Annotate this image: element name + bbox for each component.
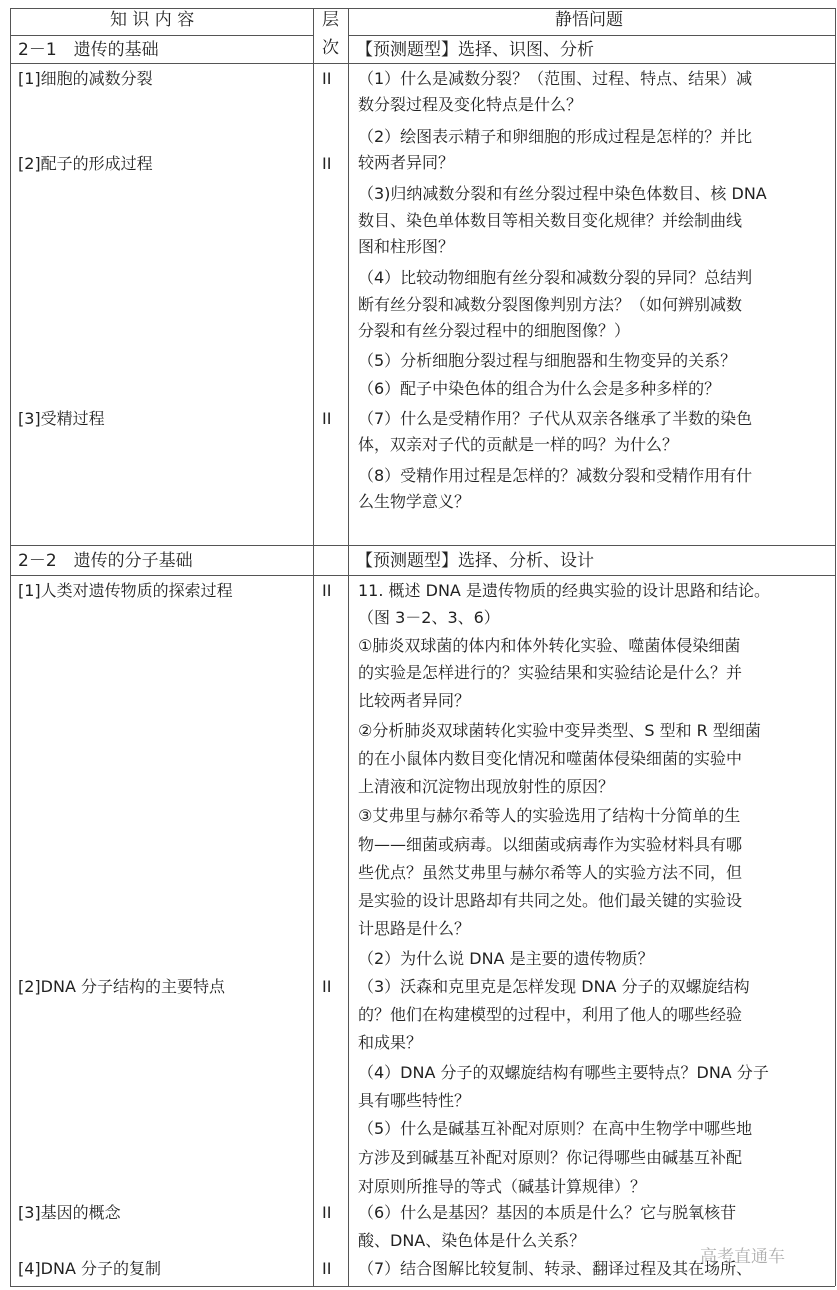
question-line: 的在小鼠体内数目变化情况和噬菌体侵染细菌的实验中 [358, 749, 743, 768]
question-line: 对原则所推导的等式（碱基计算规律）？ [358, 1177, 647, 1196]
question-line: ③艾弗里与赫尔希等人的实验选用了结构十分简单的生 [358, 806, 741, 825]
divider [10, 575, 835, 576]
knowledge-item: [2]配子的形成过程 [18, 154, 153, 173]
question-line: （6）配子中染色体的组合为什么会是多种多样的？ [358, 379, 721, 398]
level-value: II [322, 1203, 332, 1222]
question-line: 图和柱形图？ [358, 237, 455, 256]
header-level-a: 层 [322, 10, 339, 30]
question-line: 些优点？虽然艾弗里与赫尔希等人的实验方法不同，但 [358, 863, 743, 882]
question-line: （图 3－2、3、6） [358, 608, 500, 627]
table-border-bottom [10, 1286, 835, 1287]
knowledge-item: [4]DNA 分子的复制 [18, 1259, 161, 1278]
question-line: 比较两者异同？ [358, 691, 471, 710]
question-line: 方涉及到碱基互补配对原则？你记得哪些由碱基互补配 [358, 1148, 743, 1167]
question-line: （7）什么是受精作用？子代从双亲各继承了半数的染色 [358, 409, 753, 428]
table-border-top [10, 8, 835, 9]
question-line: （4）DNA 分子的双螺旋结构有哪些主要特点？DNA 分子 [358, 1063, 769, 1082]
question-line: （3)归纳减数分裂和有丝分裂过程中染色体数目、核 DNA [358, 184, 767, 203]
level-value: II [322, 1259, 332, 1278]
question-line: 11. 概述 DNA 是遗传物质的经典实验的设计思路和结论。 [358, 581, 770, 600]
knowledge-item: [2]DNA 分子结构的主要特点 [18, 977, 225, 996]
question-line: 断有丝分裂和减数分裂图像判别方法？（如何辨别减数 [358, 295, 743, 314]
question-line: （7）结合图解比较复制、转录、翻译过程及其在场所、 [358, 1259, 753, 1278]
question-line: 上清液和沉淀物出现放射性的原因？ [358, 777, 615, 796]
question-line: ②分析肺炎双球菌转化实验中变异类型、S 型和 R 型细菌 [358, 721, 761, 740]
question-line: （5）分析细胞分裂过程与细胞器和生物变异的关系？ [358, 351, 737, 370]
divider [10, 63, 835, 64]
question-line: 较两者异同？ [358, 153, 455, 172]
level-value: II [322, 977, 332, 996]
divider [348, 8, 349, 1286]
divider [10, 545, 835, 546]
level-value: II [322, 581, 332, 600]
question-line: ①肺炎双球菌的体内和体外转化实验、噬菌体侵染细菌 [358, 636, 741, 655]
question-line: （6）什么是基因？基因的本质是什么？它与脱氧核苷 [358, 1203, 737, 1222]
section-title: 2－1 遗传的基础 [18, 40, 159, 60]
question-line: （2）绘图表示精子和卵细胞的形成过程是怎样的？并比 [358, 127, 753, 146]
question-line: 是实验的设计思路却有共同之处。他们最关键的实验设 [358, 891, 743, 910]
knowledge-item: [3]基因的概念 [18, 1203, 121, 1222]
question-types: 【预测题型】选择、识图、分析 [356, 40, 594, 60]
level-value: II [322, 69, 332, 88]
question-line: （5）什么是碱基互补配对原则？在高中生物学中哪些地 [358, 1119, 753, 1138]
level-value: II [322, 154, 332, 173]
level-value: II [322, 409, 332, 428]
question-line: （1）什么是减数分裂？（范围、过程、特点、结果）减 [358, 69, 753, 88]
knowledge-item: [3]受精过程 [18, 409, 105, 428]
header-level-b: 次 [322, 38, 339, 58]
header-questions: 静悟问题 [555, 10, 623, 30]
knowledge-item: [1]人类对遗传物质的探索过程 [18, 581, 233, 600]
question-line: 体，双亲对子代的贡献是一样的吗？为什么？ [358, 435, 679, 454]
question-line: 么生物学意义？ [358, 492, 471, 511]
section-title: 2－2 遗传的分子基础 [18, 551, 193, 571]
divider [348, 35, 835, 36]
question-line: （3）沃森和克里克是怎样发现 DNA 分子的双螺旋结构 [358, 977, 750, 996]
divider [313, 8, 314, 1286]
divider [835, 8, 836, 1286]
question-line: （8）受精作用过程是怎样的？减数分裂和受精作用有什 [358, 466, 753, 485]
question-line: （2）为什么说 DNA 是主要的遗传物质？ [358, 949, 654, 968]
question-line: 酸、DNA、染色体是什么关系？ [358, 1231, 586, 1250]
divider [10, 8, 11, 1286]
question-line: 计思路是什么？ [358, 919, 471, 938]
header-knowledge: 知 识 内 容 [110, 10, 195, 30]
knowledge-item: [1]细胞的减数分裂 [18, 69, 153, 88]
question-line: 分裂和有丝分裂过程中的细胞图像？） [358, 321, 631, 340]
question-line: 和成果？ [358, 1033, 423, 1052]
question-line: 具有哪些特性？ [358, 1091, 471, 1110]
question-line: 数目、染色单体数目等相关数目变化规律？并绘制曲线 [358, 211, 743, 230]
question-line: 的？他们在构建模型的过程中，利用了他人的哪些经验 [358, 1005, 743, 1024]
question-line: 物——细菌或病毒。以细菌或病毒作为实验材料具有哪 [358, 835, 743, 854]
watermark: 高考直通车 [700, 1247, 785, 1267]
question-line: 数分裂过程及变化特点是什么？ [358, 95, 583, 114]
question-types: 【预测题型】选择、分析、设计 [356, 551, 594, 571]
divider [10, 35, 313, 36]
question-line: （4）比较动物细胞有丝分裂和减数分裂的异同？总结判 [358, 268, 753, 287]
question-line: 的实验是怎样进行的？实验结果和实验结论是什么？并 [358, 663, 743, 682]
